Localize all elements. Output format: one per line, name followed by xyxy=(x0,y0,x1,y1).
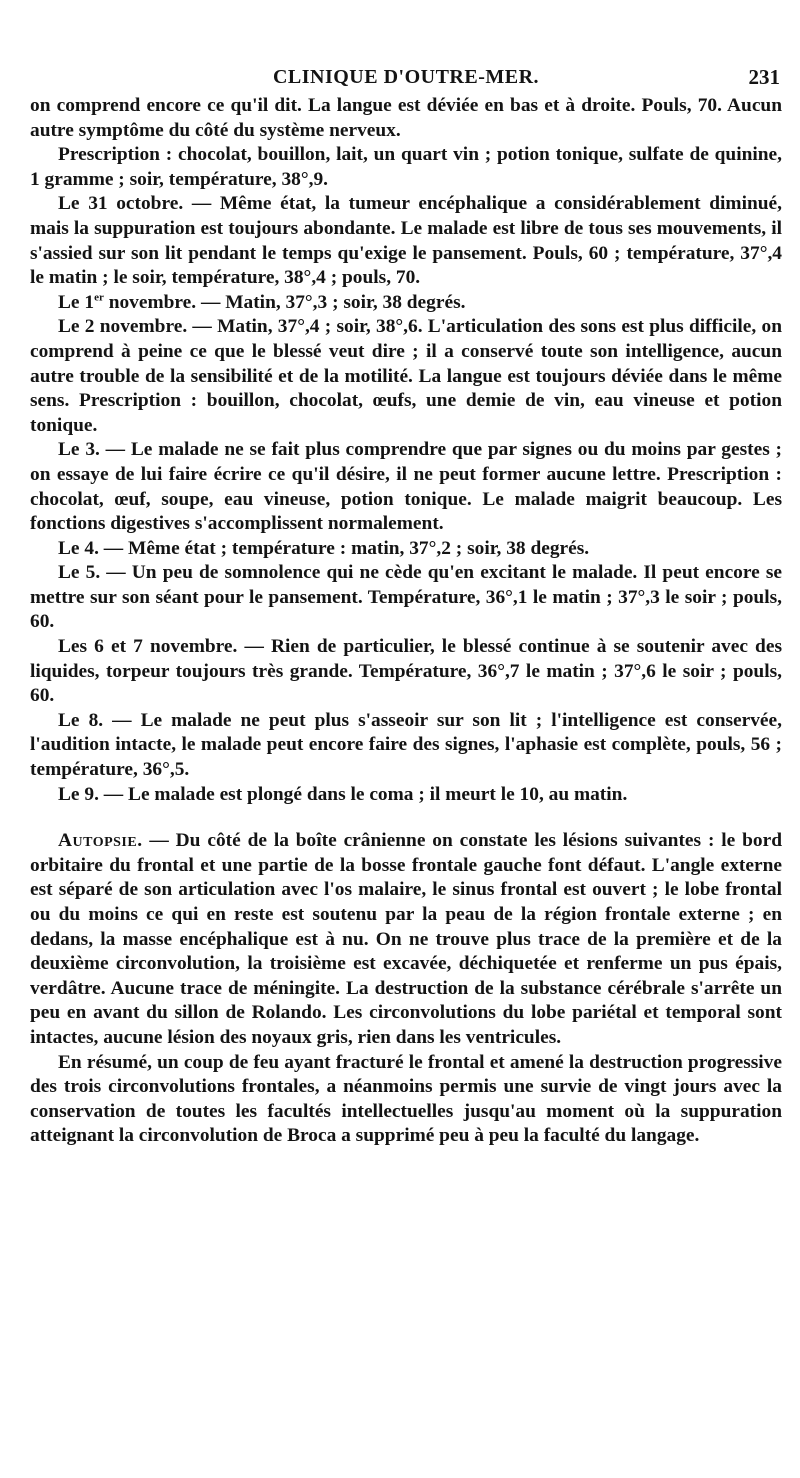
paragraph-continuation: on comprend encore ce qu'il dit. La langue est déviée en bas et à droite. Pouls, 70. Aucun autre symptôme du côté du système nerveux. xyxy=(30,95,782,141)
running-head xyxy=(30,60,782,94)
november-1-text: novembre. — Matin, 37°,3 ; soir, 38 degrés. xyxy=(103,291,466,313)
paragraph-november-8: Le 8. — Le malade ne peut plus s'asseoir sur son lit ; l'intelligence est conservée, l'audition intacte, le malade peut encore faire des signes, l'aphasie est complète, pouls, 56 ; température, 36°,5. xyxy=(30,709,782,781)
book-page xyxy=(30,60,782,1149)
autopsy-label: Autopsie. xyxy=(58,830,143,852)
paragraph-november-6-7: Les 6 et 7 novembre. — Rien de particulier, le blessé continue à se soutenir avec des liquides, torpeur toujours très grande. Température, 36°,7 le matin ; 37°,6 le soir ; pouls, 60. xyxy=(30,636,782,707)
page-number: 231 xyxy=(748,65,780,89)
paragraph-november-2: Le 2 novembre. — Matin, 37°,4 ; soir, 38°,6. L'articulation des sons est plus difficile, on comprend à peine ce que le blessé veut dire ; il a conservé toute son intelligence, aucun autre trouble de la sensibilité et de la motilité. La langue est toujours déviée dans le même sens. Prescription : bouillon, chocolat, œufs, une demie de vin, eau vineuse et potion tonique. xyxy=(30,316,782,436)
body-text xyxy=(30,94,782,1149)
section-gap xyxy=(30,807,782,829)
paragraph-summary: En résumé, un coup de feu ayant fracturé le frontal et amené la destruction progressive des trois circonvolutions frontales, a néanmoins permis une survie de vingt jours avec la conservation de toutes les facultés intellectuelles jusqu'au moment où la suppuration atteignant la circonvolution de Broca a supprimé peu à peu la faculté du langage. xyxy=(30,1051,782,1147)
paragraph-november-4: Le 4. — Même état ; température : matin, 37°,2 ; soir, 38 degrés. xyxy=(58,537,590,559)
paragraph-autopsy xyxy=(30,829,782,1050)
paragraph-prescription: Prescription : chocolat, bouillon, lait, un quart vin ; potion tonique, sulfate de quinine, 1 gramme ; soir, température, 38°,9. xyxy=(30,144,782,190)
november-1-prefix: Le 1 xyxy=(58,291,95,313)
paragraph-november-5: Le 5. — Un peu de somnolence qui ne cède qu'en excitant le malade. Il peut encore se mettre sur son séant pour le pansement. Température, 36°,1 le matin ; 37°,3 le soir ; pouls, 60. xyxy=(30,562,782,633)
november-1-superscript: er xyxy=(94,291,104,304)
paragraph-november-9: Le 9. — Le malade est plongé dans le coma ; il meurt le 10, au matin. xyxy=(58,783,628,805)
autopsy-text: — Du côté de la boîte crânienne on constate les lésions suivantes : le bord orbitaire du frontal et une partie de la bosse frontale gauche font défaut. L'angle externe est séparé de son articulation avec l'os malaire, le sinus frontal est ouvert ; le lobe frontal ou du moins ce qui en reste est soutenu par la peau de la région frontale externe ; en dedans, la masse encéphalique est à nu. On ne trouve plus trace de la première et de la deuxième circonvolution, la troisième est excavée, déchiquetée et renferme un pus épais, verdâtre. Aucune trace de méningite. La destruction de la substance cérébrale s'arrête un peu en avant du sillon de Rolando. Les circonvolutions du lobe pariétal et temporal sont intactes, aucune lésion des noyaux gris, rien dans les ventricules. xyxy=(30,830,782,1048)
paragraph-november-1 xyxy=(30,291,782,316)
paragraph-november-3: Le 3. — Le malade ne se fait plus comprendre que par signes ou du moins par gestes ; on essaye de lui faire écrire ce qu'il désire, il ne peut former aucune lettre. Prescription : chocolat, œuf, soupe, eau vineuse, potion tonique. Le malade maigrit beaucoup. Les fonctions digestives s'accomplissent normalement. xyxy=(30,439,782,535)
paragraph-october-31: Le 31 octobre. — Même état, la tumeur encéphalique a considérablement diminué, mais la suppuration est toujours abondante. Le malade est libre de tous ses mouvements, il s'assied sur son lit pendant le temps qu'exige le pansement. Pouls, 60 ; température, 37°,4 le matin ; le soir, température, 38°,4 ; pouls, 70. xyxy=(30,193,782,289)
running-title: CLINIQUE D'OUTRE-MER. xyxy=(272,66,540,88)
